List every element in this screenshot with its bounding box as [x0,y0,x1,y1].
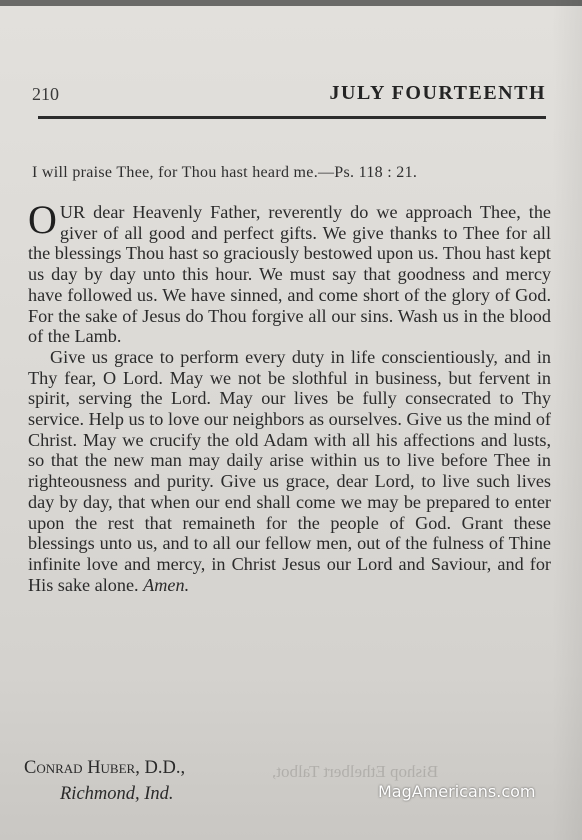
prayer-paragraph-1 [28,197,551,347]
header-rule [38,116,546,119]
page-number: 210 [32,84,59,104]
bleed-through-text: Bishop Ethelbert Talbot, [272,762,439,781]
page-shadow [552,0,582,840]
drop-cap: O [28,197,57,242]
amen: Amen. [143,574,190,595]
watermark: MagAmericans.com [378,782,536,801]
prayer-paragraph-2 [28,347,551,595]
paragraph-1-text: UR dear Heavenly Father, reverently do we approach Thee, the giver of all good and perfect gifts. We give thanks to Thee for all the blessings Thou hast so graciously bestowed upon us. Thou hast kept us day by day unto this hour. We must say that goodness and mercy have followed us. We have sinned, and come short of the glory of God. For the sake of Jesus do Thou forgive all our sins. Wash us in the blood of the Lamb. [28,202,551,347]
page-header [32,82,546,110]
paragraph-2-text: Give us grace to perform every duty in life conscientiously, and in Thy fear, O Lord. May we not be slothful in business, but fervent in spirit, serving the Lord. May our lives be fully consecrated to Thy service. Help us to love our neighbors as ourselves. Give us the mind of Christ. May we crucify the old Adam with all his affections and lusts, so that the new man may daily arise within us to live before Thee in righteousness and purity. Give us grace, dear Lord, to live such lives day by day, that when our end shall come we may be prepared to enter upon the rest that remaineth for the people of God. Grant these blessings unto us, and to all our fellow men, out of the fulness of Thine infinite love and mercy, in Christ Jesus our Lord and Saviour, and for His sake alone. [28,346,551,595]
author-location: Richmond, Ind. [60,784,174,804]
page-top-edge [0,0,582,6]
author-name: Conrad Huber, D.D., [24,758,186,778]
prayer-text [28,197,551,595]
page-title: JULY FOURTEENTH [329,82,546,104]
scripture-verse: I will praise Thee, for Thou hast heard me.—Ps. 118 : 21. [32,164,418,181]
